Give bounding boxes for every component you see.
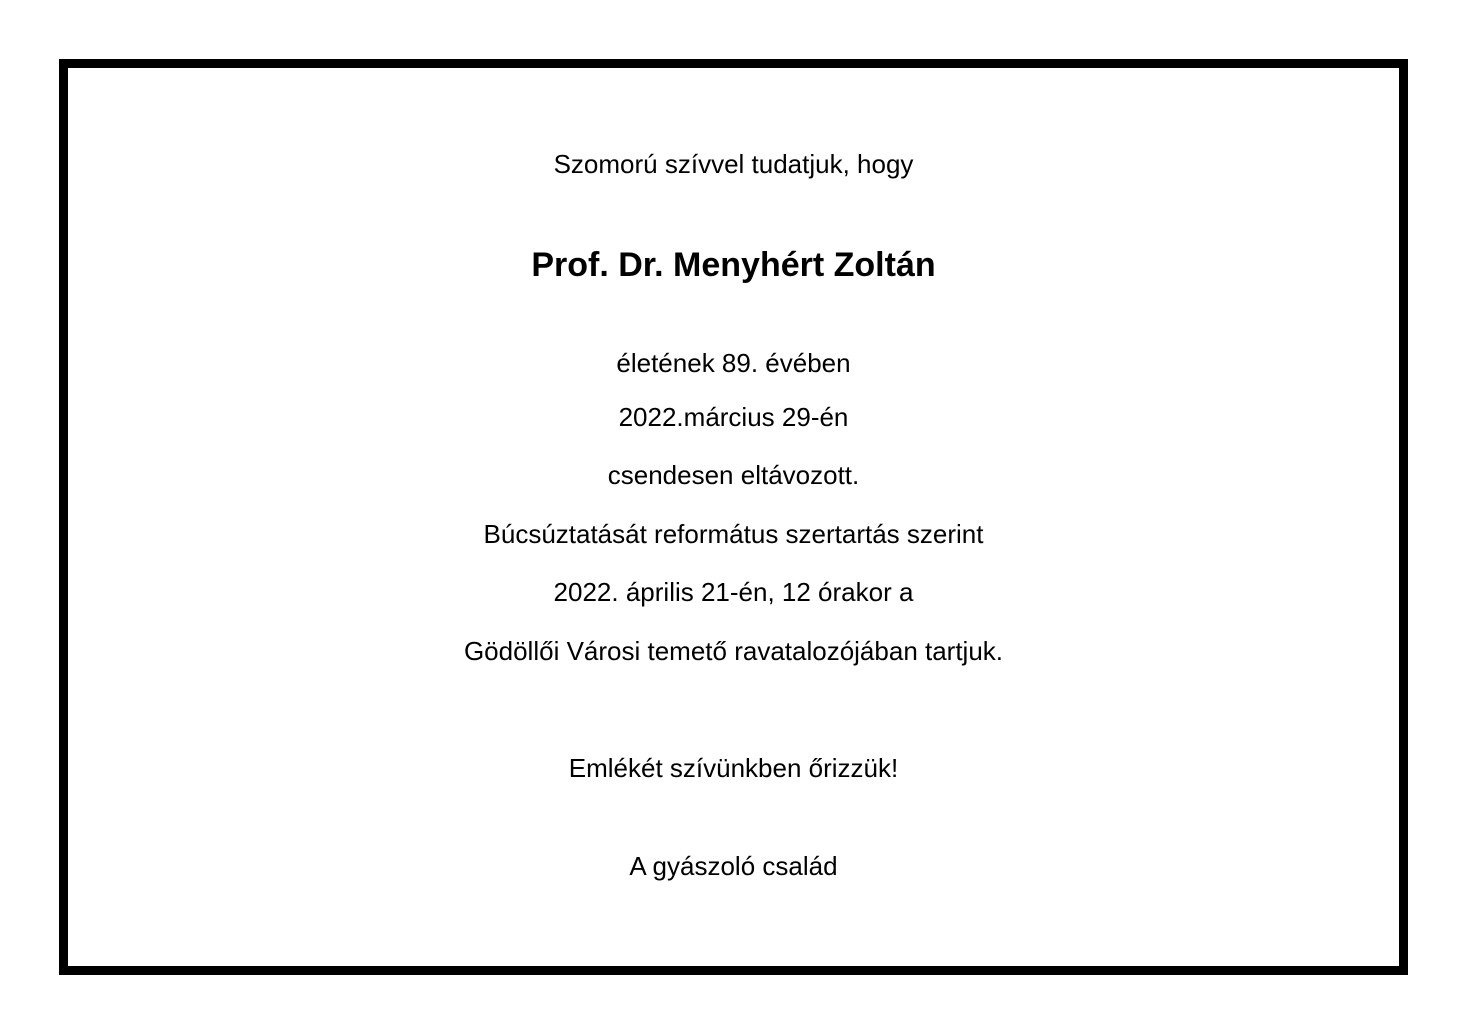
location-text: Gödöllői Városi temető ravatalozójában tartjuk. xyxy=(463,636,1004,666)
ceremony-text: Búcsúztatását református szertartás szerint xyxy=(483,519,984,549)
intro-text: Szomorú szívvel tudatjuk, hogy xyxy=(553,149,914,179)
date-of-death-text: 2022.március 29-én xyxy=(618,402,849,432)
ceremony-date-text: 2022. április 21-én, 12 órakor a xyxy=(553,577,914,607)
age-text: életének 89. évében xyxy=(616,348,851,378)
obituary-card xyxy=(59,59,1408,975)
signature-text: A gyászoló család xyxy=(629,851,838,881)
passed-away-text: csendesen eltávozott. xyxy=(607,460,860,490)
deceased-name: Prof. Dr. Menyhért Zoltán xyxy=(531,246,936,284)
remembrance-text: Emlékét szívünkben őrizzük! xyxy=(568,753,899,783)
